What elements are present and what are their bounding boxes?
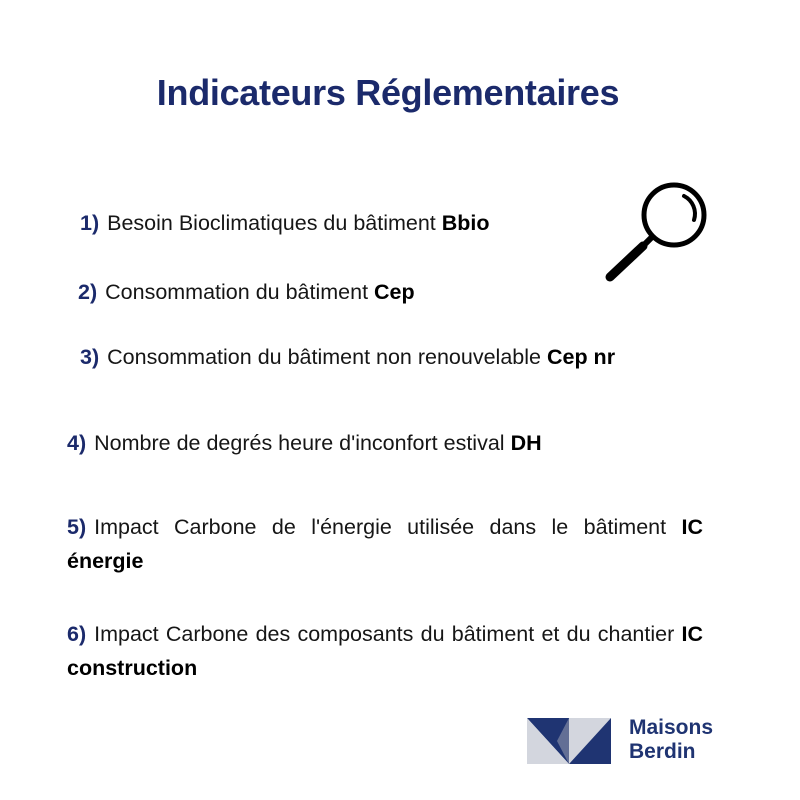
logo-line-2: Berdin <box>629 740 696 763</box>
indicator-code: IC énergie <box>67 515 703 573</box>
brand-logo <box>527 716 727 768</box>
logo-mark-icon <box>527 718 611 764</box>
indicator-item-2 <box>78 275 415 309</box>
page-title: Indicateurs Réglementaires <box>156 72 620 113</box>
indicator-number: 4) <box>67 431 87 455</box>
indicator-text: Impact Carbone des composants du bâtiment et du chantier <box>94 622 675 646</box>
indicator-number: 2) <box>78 280 98 304</box>
indicator-number: 3) <box>80 345 100 369</box>
indicator-text: Besoin Bioclimatiques du bâtiment <box>107 211 436 235</box>
indicator-code: IC construction <box>67 622 703 680</box>
magnifying-glass-icon <box>600 178 712 284</box>
indicator-item-6 <box>67 617 703 685</box>
indicator-item-3 <box>80 340 615 374</box>
indicator-item-5 <box>67 510 703 578</box>
indicator-text: Nombre de degrés heure d'inconfort estival <box>94 431 505 455</box>
indicator-item-1 <box>80 206 490 240</box>
indicator-number: 1) <box>80 211 100 235</box>
indicator-item-4 <box>67 426 542 460</box>
indicator-code: Cep nr <box>546 345 616 369</box>
indicator-text: Impact Carbone de l'énergie utilisée dans le bâtiment <box>94 515 667 539</box>
indicator-code: DH <box>510 431 542 455</box>
indicator-text: Consommation du bâtiment <box>105 280 369 304</box>
indicator-code: Bbio <box>441 211 490 235</box>
indicator-number: 5) <box>67 515 87 539</box>
indicator-number: 6) <box>67 622 87 646</box>
indicator-text: Consommation du bâtiment non renouvelable <box>107 345 541 369</box>
indicator-code: Cep <box>374 280 415 304</box>
logo-line-1: Maisons <box>629 716 714 739</box>
logo-wordmark <box>629 716 713 764</box>
